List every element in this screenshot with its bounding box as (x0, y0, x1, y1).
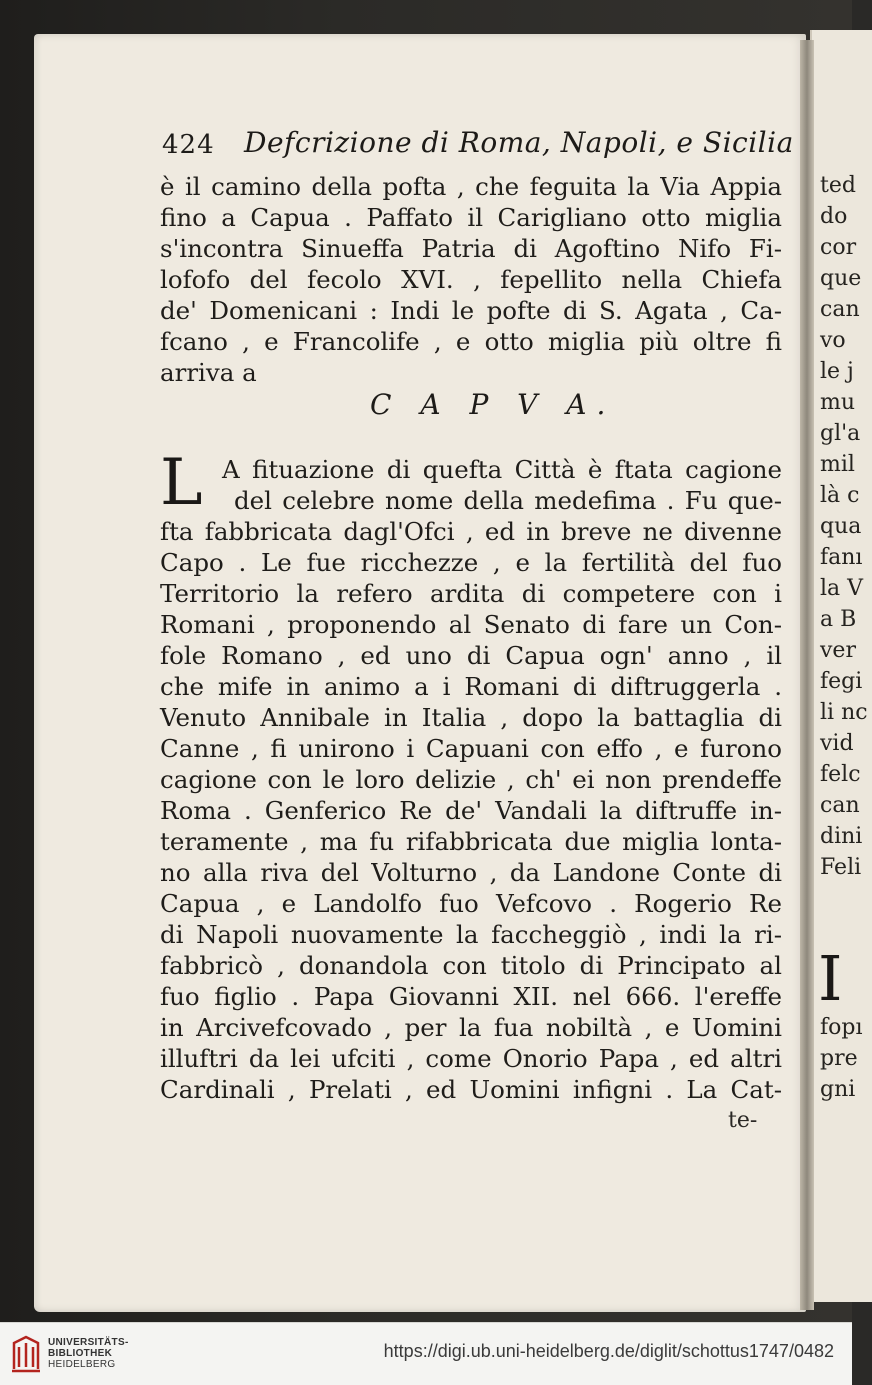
fragment-line: can (820, 793, 860, 818)
fragment-line: vo (820, 328, 846, 353)
fragment-line: do (820, 204, 848, 229)
text-line: di Napoli nuovamente la faccheggiò , indi la ri- (160, 920, 782, 949)
text-line: fole Romano , ed uno di Capua ogn' anno , il (160, 641, 782, 670)
fragment-line: cor (820, 235, 857, 260)
text-line: A fituazione di quefta Città è ftata cagione (222, 455, 782, 484)
text-line: Capua , e Landolfo fuo Vefcovo . Rogerio Re (160, 889, 782, 918)
fragment-line: mil (820, 452, 855, 477)
text-line: Canne , fi unirono i Capuani con effo , e furono (160, 734, 782, 763)
text-line: no alla riva del Volturno , da Landone Conte di (160, 858, 782, 887)
catchword: te- (728, 1108, 758, 1133)
fragment-line: fegi (820, 669, 863, 694)
text-line: Cardinali , Prelati , ed Uomini infigni . La Cat- (160, 1075, 782, 1104)
intro-paragraph (160, 171, 782, 388)
fragment-line: ted (820, 173, 856, 198)
fragment-line: Feli (820, 855, 862, 880)
permalink-url[interactable]: https://digi.ub.uni-heidelberg.de/diglit/schottus1747/0482 (383, 1341, 834, 1361)
text-line: fino a Capua . Paffato il Carigliano otto miglia (160, 203, 782, 232)
text-line: del celebre nome della medefima . Fu que- (234, 486, 782, 515)
library-logo-icon[interactable] (10, 1333, 42, 1373)
fragment-line: là c (820, 483, 860, 508)
fragment-line: fopı (820, 1015, 863, 1040)
page-number: 424 (162, 130, 215, 160)
library-name-line1: UNIVERSITÄTS- (48, 1337, 129, 1348)
adjacent-drop-cap: I (818, 942, 843, 1015)
page-gutter (800, 40, 814, 1310)
text-line: arriva a (160, 358, 257, 387)
text-line: che mife in animo a i Romani di diftruggerla . (160, 672, 782, 701)
fragment-line: vid (820, 731, 854, 756)
text-line: Capo . Le fue ricchezze , e la fertilità del fuo (160, 548, 782, 577)
text-line: fuo figlio . Papa Giovanni XII. nel 666. l'ereffe (160, 982, 782, 1011)
text-line: Venuto Annibale in Italia , dopo la battaglia di (160, 703, 782, 732)
fragment-line: felc (820, 762, 861, 787)
fragment-line: can (820, 297, 860, 322)
fragment-line: que (820, 266, 862, 291)
text-line: in Arcivefcovado , per la fua nobiltà , e Uomini (160, 1013, 782, 1042)
fragment-line: dini (820, 824, 863, 849)
text-line: Roma . Genferico Re de' Vandali la diftruffe in- (160, 796, 782, 825)
fragment-line: li nc (820, 700, 868, 725)
drop-cap: L (160, 446, 203, 520)
fragment-line: pre (820, 1046, 858, 1071)
fragment-line: le j (820, 359, 854, 384)
adjacent-page-text-lower (820, 1012, 863, 1105)
fragment-line: a B (820, 607, 857, 632)
library-name-line2: BIBLIOTHEK (48, 1348, 113, 1359)
fragment-line: qua (820, 514, 862, 539)
text-line: de' Domenicani : Indi le pofte di S. Agata , Ca- (160, 296, 782, 325)
text-line: lofofo del fecolo XVI. , fepellito nella Chiefa (160, 265, 782, 294)
adjacent-page-text (820, 170, 868, 883)
text-line: teramente , ma fu rifabbricata due miglia lonta- (160, 827, 782, 856)
fragment-line: gni (820, 1077, 856, 1102)
fragment-line: mu (820, 390, 856, 415)
text-line: è il camino della pofta , che feguita la Via Appia (160, 172, 782, 201)
library-city: HEIDELBERG (48, 1359, 116, 1370)
fragment-line: fanı (820, 545, 863, 570)
library-name[interactable] (48, 1337, 129, 1370)
text-line: illuftri da lei ufciti , come Onorio Papa , ed altri (160, 1044, 782, 1073)
fragment-line: gl'a (820, 421, 861, 446)
text-line: Romani , proponendo al Senato di fare un Con- (160, 610, 782, 639)
fragment-line: ver (820, 638, 856, 663)
running-title: Defcrizione di Roma, Napoli, e Sicilia (244, 126, 794, 159)
text-line: s'incontra Sinueffa Patria di Agoftino Nifo Fi- (160, 234, 782, 263)
section-heading: C A P V A. (370, 388, 616, 421)
running-head (162, 126, 794, 166)
text-line: fcano , e Francolife , e otto miglia più oltre fi (160, 327, 782, 356)
viewer-footer (0, 1322, 852, 1385)
text-line: cagione con le loro delizie , ch' ei non prendeffe (160, 765, 782, 794)
text-line: fta fabbricata dagl'Ofci , ed in breve ne divenne (160, 517, 782, 546)
fragment-line: la V (820, 576, 864, 601)
text-line: Territorio la refero ardita di competere con i (160, 579, 782, 608)
text-line: fabbricò , donandola con titolo di Principato al (160, 951, 782, 980)
body-paragraph (160, 454, 782, 1105)
